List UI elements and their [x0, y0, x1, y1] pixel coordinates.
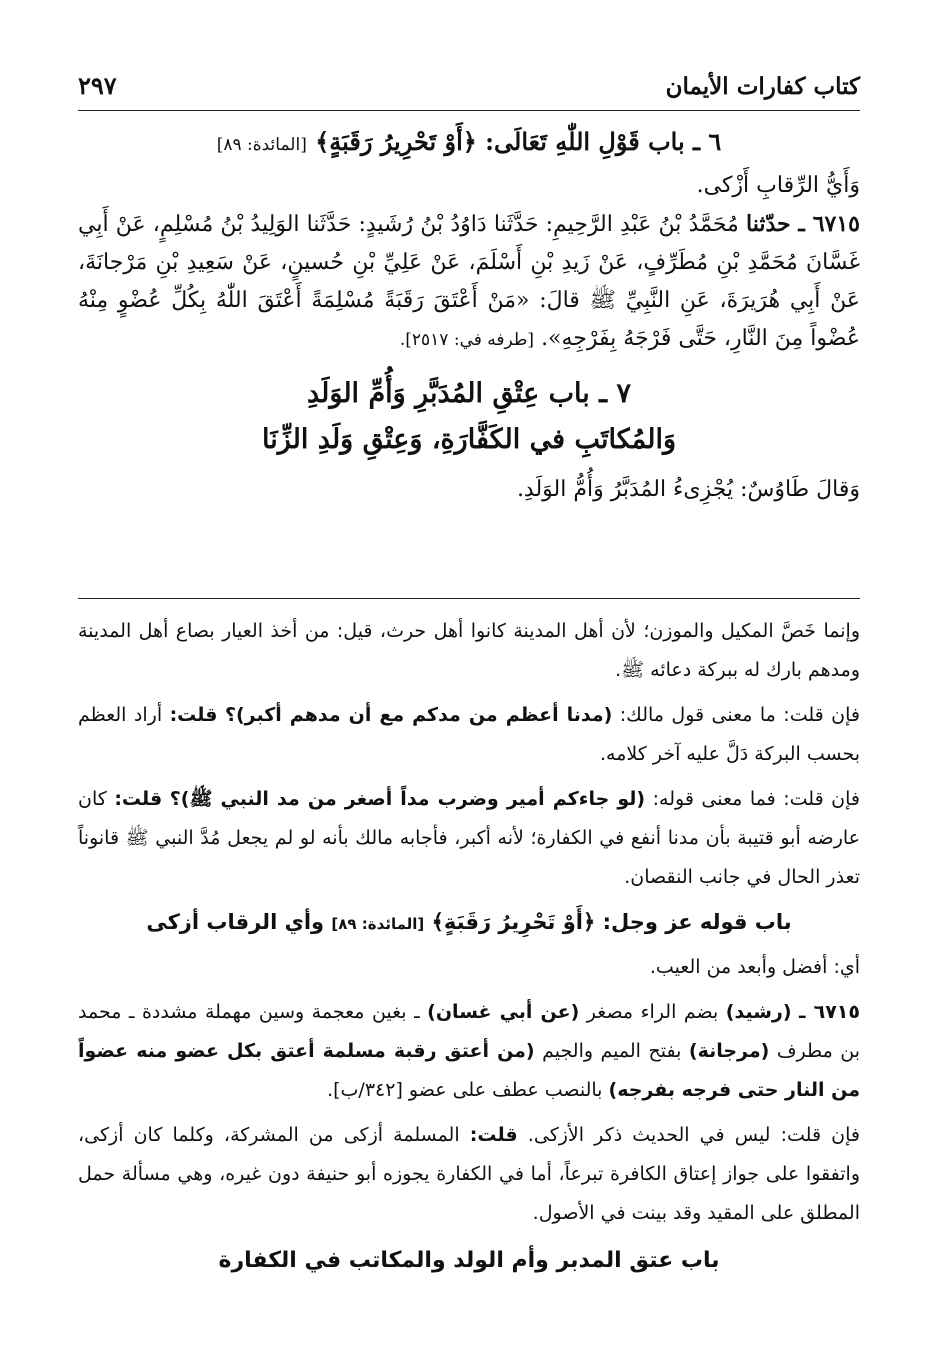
comm-p6-a: فإن قلت: ليس في الحديث ذكر الأزكى.: [527, 1124, 860, 1146]
comm-sub-heading-b: وأي الرقاب أزكى: [146, 910, 325, 934]
comm-p5-t4: بالنصب عطف على عضو [٣٤٢/ب].: [327, 1079, 603, 1101]
comm-last-heading: باب عتق المدبر وأم الولد والمكاتب في الكفارة: [218, 1248, 720, 1273]
comm-p6-b: المسلمة أزكى من المشركة، وكلما كان أزكى، واتفقوا على جواز إعتاق الكافرة تبرعاً، أما في الكفارة يجوزه أبو حنيفة دون غيره، وهي مسألة حمل المطلق على المقيد وقد بينت في الأصول.: [78, 1124, 860, 1224]
main-text: [78, 120, 860, 509]
comm-p5-b1: (رشيد): [725, 1001, 792, 1023]
comm-p5-t3: بفتح الميم والجيم: [542, 1040, 682, 1062]
comm-p1: وإنما خَصَّ المكيل والموزن؛ لأن أهل المدينة كانوا أهل حرث، قيل: من أخذ العيار بصاع أهل المدينة ومدهم بارك له ببركة دعائه ﷺ.: [78, 620, 860, 681]
bab6-heading: [78, 120, 860, 167]
comm-p3-qult: قلت:: [114, 788, 163, 810]
comm-sub-heading: [78, 903, 860, 944]
book-title: كتاب كفارات الأيمان: [665, 73, 860, 100]
comm-p2: [78, 696, 860, 774]
comm-p3-b: كان عارضه أبو قتيبة بأن مدنا أنفع في الكفارة؛ لأنه أكبر، فأجابه مالك بأنه لو لم يجعل مُدَّ النبي ﷺ قانوناً تعذر الحال في جانب النقصان.: [78, 788, 860, 888]
comm-p2-b: أراد العظم بحسب البركة دَلَّ عليه آخر كلامه.: [78, 704, 860, 765]
comm-p2-qult: قلت:: [169, 704, 218, 726]
commentary-rule: [78, 598, 860, 599]
comm-p3: [78, 780, 860, 897]
comm-p2-a: فإن قلت: ما معنى قول مالك:: [619, 704, 860, 726]
comm-p3-a: فإن قلت: فما معنى قوله:: [652, 788, 861, 810]
hadith-6715: [78, 205, 860, 359]
page-header: [78, 60, 860, 100]
bab7-line1: ٧ ـ باب عِتْقِ المُدَبَّرِ وَأُمِّ الوَلَدِ: [306, 378, 631, 409]
page-number: ٢٩٧: [78, 71, 117, 100]
comm-p6: [78, 1116, 860, 1233]
comm-p6-qult: قلت:: [469, 1124, 518, 1146]
comm-p4: أي: أفضل وأبعد من العيب.: [649, 956, 860, 978]
comm-p5-t1: بضم الراء مصغر: [586, 1001, 719, 1023]
bab6-title: ٦ ـ باب قَوْلِ اللّٰهِ تَعَالَى: ﴿أَوْ تَحْرِيرُ رَقَبَةٍ﴾: [315, 127, 722, 156]
comm-sub-heading-a: باب قوله عز وجل: ﴿أَوْ تَحْرِيرُ رَقَبَةٍ﴾: [431, 910, 792, 934]
comm-p3-bold: (لو جاءكم أمير وضرب مداً أصغر من مد النبي ﷺ)؟: [169, 788, 646, 810]
hadith-text: مُحَمَّدُ بْنُ عَبْدِ الرَّحِيمِ: حَدَّثَنا دَاوُدُ بْنُ رُشَيدٍ: حَدَّثَنا الوَلِيدُ بْنُ مُسْلِمٍ، عَنْ أَبِي غَسَّانَ مُحَمَّدِ بْنِ مُطَرِّفٍ، عَنْ زَيدِ بْنِ أَسْلَمَ، عَنْ عَلِيِّ بْنِ حُسينٍ، عَنْ سَعِيدِ بْنِ مَرْجانَةَ، عَنْ أَبِي هُرَيرَةَ، عَنِ النَّبِيِّ ﷺ قالَ: «مَنْ أَعْتَقَ رَقَبَةً مُسْلِمَةً أَعْتَقَ اللّٰهُ بِكُلِّ عُضْوٍ مِنْهُ عُضْواً مِنَ النَّارِ، حَتَّى فَرْجَهُ بِفَرْجِهِ».: [78, 212, 860, 351]
hadith-lead: ٦٧١٥ ـ حدّثنا: [745, 211, 860, 237]
bab7-heading: [78, 371, 860, 463]
hadith-ref: [طرفه في: ٢٥١٧].: [399, 330, 535, 350]
comm-p5-num: ٦٧١٥ ـ: [799, 1001, 860, 1023]
bab6-line2: وَأَيُّ الرِّقابِ أَزْكى.: [696, 173, 860, 198]
comm-p5-b2: (عن أبي غسان): [427, 1001, 580, 1023]
comm-p5-t2: ـ بغين معجمة وسين مهملة مشددة ـ محمد بن مطرف: [78, 1001, 861, 1062]
comm-sub-heading-ref: [المائدة: ٨٩]: [331, 915, 425, 933]
tawus-line: وَقالَ طَاوُسٌ: يُجْزِىءُ المُدَبَّرُ وَأُمُّ الوَلَدِ.: [516, 477, 860, 502]
bab7-line2: وَالمُكاتَبِ في الكَفَّارَةِ، وَعِتْقِ وَلَدِ الزِّنَا: [262, 424, 676, 455]
comm-p2-bold: (مدنا أعظم من مدكم مع أن مدهم أكبر)؟: [224, 704, 613, 726]
bab6-ref: [المائدة: ٨٩]: [216, 135, 307, 155]
commentary: [78, 612, 860, 1286]
comm-p5-b3: (مرجانة): [688, 1040, 770, 1062]
comm-p5: [78, 993, 860, 1110]
header-rule: [78, 110, 860, 111]
comm-p5-b4: (من أعتق رقبة مسلمة أعتق بكل عضو منه عضواً من النار حتى فرجه بفرجه): [78, 1040, 860, 1101]
